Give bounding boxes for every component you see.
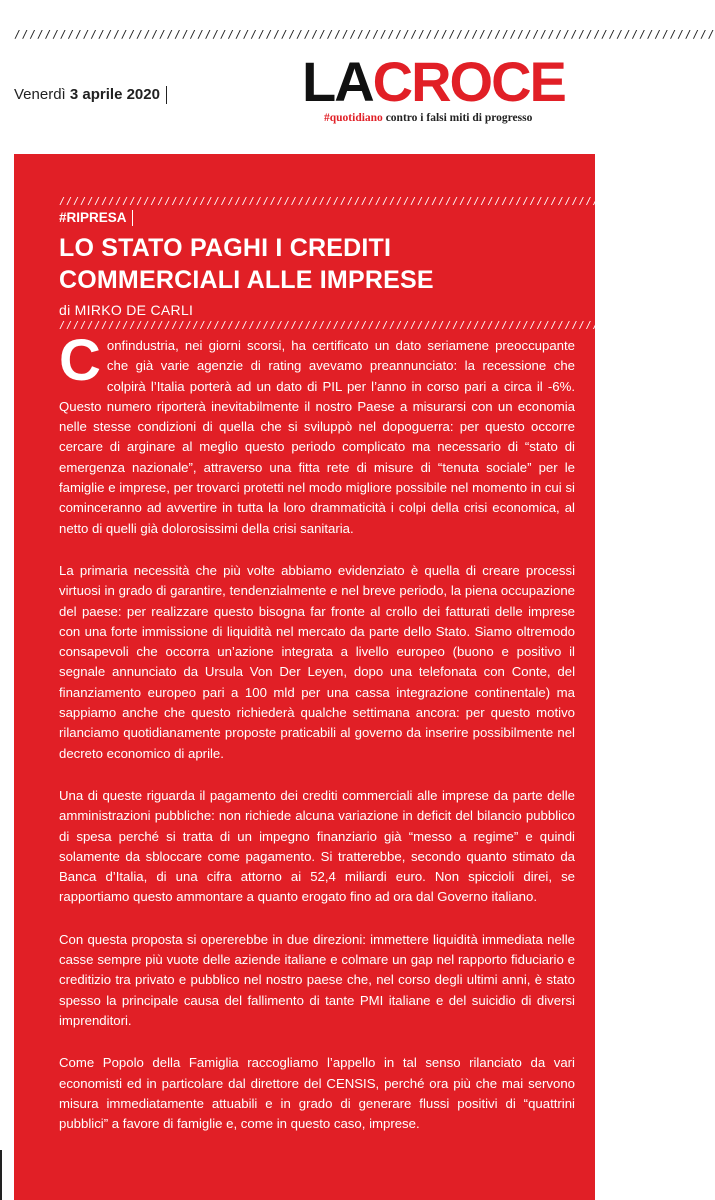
panel-hatch-rule-top: ////////////////////////////////////////////////////////////////////////////////////// (59, 196, 663, 207)
article-headline: LO STATO PAGHI I CREDITI COMMERCIALI ALLE IMPRESE (59, 234, 434, 294)
issue-weekday: Venerdì (14, 86, 66, 103)
top-hatch-rule: //////////////////////////////////////////////////////////////////////////////////////////// (14, 28, 715, 41)
paragraph-3: Una di queste riguarda il pagamento dei crediti commerciali alle imprese da parte delle amministrazioni pubbliche: non richiede alcuna variazione in deficit del bilancio pubblico di spesa perché si tratta di un impegno finanziario già “messo a regime” e quindi solamente da sbloccare come pagamento. Si tratterebbe, secondo quanto stimato da Banca d’Italia, di una cifra attorno ai 52,4 miliardi euro. Non spiccioli direi, se rapportiamo questo ammontare a quanto erogato fino ad ora dal Governo italiano. (59, 787, 575, 905)
logo-la: LA (302, 50, 373, 113)
logo-croce: CROCE (372, 50, 565, 113)
paragraph-5: Come Popolo della Famiglia raccogliamo l’appello in tal senso rilanciato da vari economisti ed in particolare dal direttore del CENSIS, perché ora più che mai servono misura immediatamente attuabili e in grado di generare flussi positivi di “quattrini pubblici” a favore di famiglie e, come in questo caso, imprese. (59, 1055, 575, 1132)
article-body (59, 328, 575, 1156)
paragraph-1-text: onfindustria, nei giorni scorsi, ha certificato un dato seriamene preoccupante che già varie agenzie di rating avevamo preannunciato: la recessione che colpirà l’Italia porterà ad un dato di PIL per l’anno in corso pari a circa il -6%. Questo numero riporterà inevitabilmente il nostro Paese a misurarsi con un economia nelle stesse condizioni di quella che si sviluppò nel dopoguerra: per questo occorre cercare di arginare al meglio questo periodo complicato ma necessario di “stato di emergenza nazionale”, attraverso una fitta rete di misure di “tenuta sociale” per le famiglie e imprese, per trovarci protetti nel modo migliore possibile nel momento in cui si cominceranno ad avvertire in tutta la loro drammaticità i colpi della crisi economica, al netto di quelli già dolorosissimi della crisi sanitaria. (59, 338, 575, 536)
tagline (324, 112, 532, 124)
drop-cap: C (59, 328, 101, 393)
logo (302, 52, 565, 112)
issue-date (14, 86, 167, 104)
tagline-text: contro i falsi miti di progresso (385, 112, 533, 124)
article-panel (14, 154, 663, 1200)
article-kicker: #RIPRESA (59, 210, 133, 226)
paragraph-1 (59, 328, 575, 539)
masthead (296, 52, 596, 124)
paragraph-2: La primaria necessità che più volte abbiamo evidenziato è quella di creare processi virtuosi in grado di garantire, tendenzialmente e nel breve periodo, la piena occupazione del paese: per realizzare questo bisogna far fronte al crollo dei fatturati delle imprese con una forte immissione di liquidità nel mercato da parte dello Stato. Siamo oltremodo consapevoli che occorra un’azione integrata a livello europeo (buono e positivo il segnale annunciato da Ursula Von Der Leyen, dopo una telefonata con Conte, del finanziamento europeo pari a 100 mld per una cassa integrazione continentale) ma sappiamo anche che questo richiederà qualche settimana ancora: per questo motivo rilanciamo quotidianamente proposte praticabili al governo da inserire possibilmente nel decreto economico di aprile. (59, 562, 575, 761)
article-byline: di MIRKO DE CARLI (59, 302, 194, 318)
paragraph-4: Con questa proposta si opererebbe in due direzioni: immettere liquidità immediata nelle casse sempre più vuote delle aziende italiane e colmare un gap nel rapporto fiduciario e creditizio tra privato e pubblico nel nostro paese che, nel corso degli ultimi anni, è stato spesso la principale causa del fallimento di tante PMI italiane e del suicidio di diversi imprenditori. (59, 931, 575, 1028)
tagline-hashtag: #quotidiano (324, 112, 383, 124)
issue-day: 3 aprile 2020 (69, 86, 160, 103)
left-edge-line (0, 1150, 2, 1200)
panel-hatch-rule-bottom: ////////////////////////////////////////////////////////////////////////////////////// (59, 320, 663, 331)
